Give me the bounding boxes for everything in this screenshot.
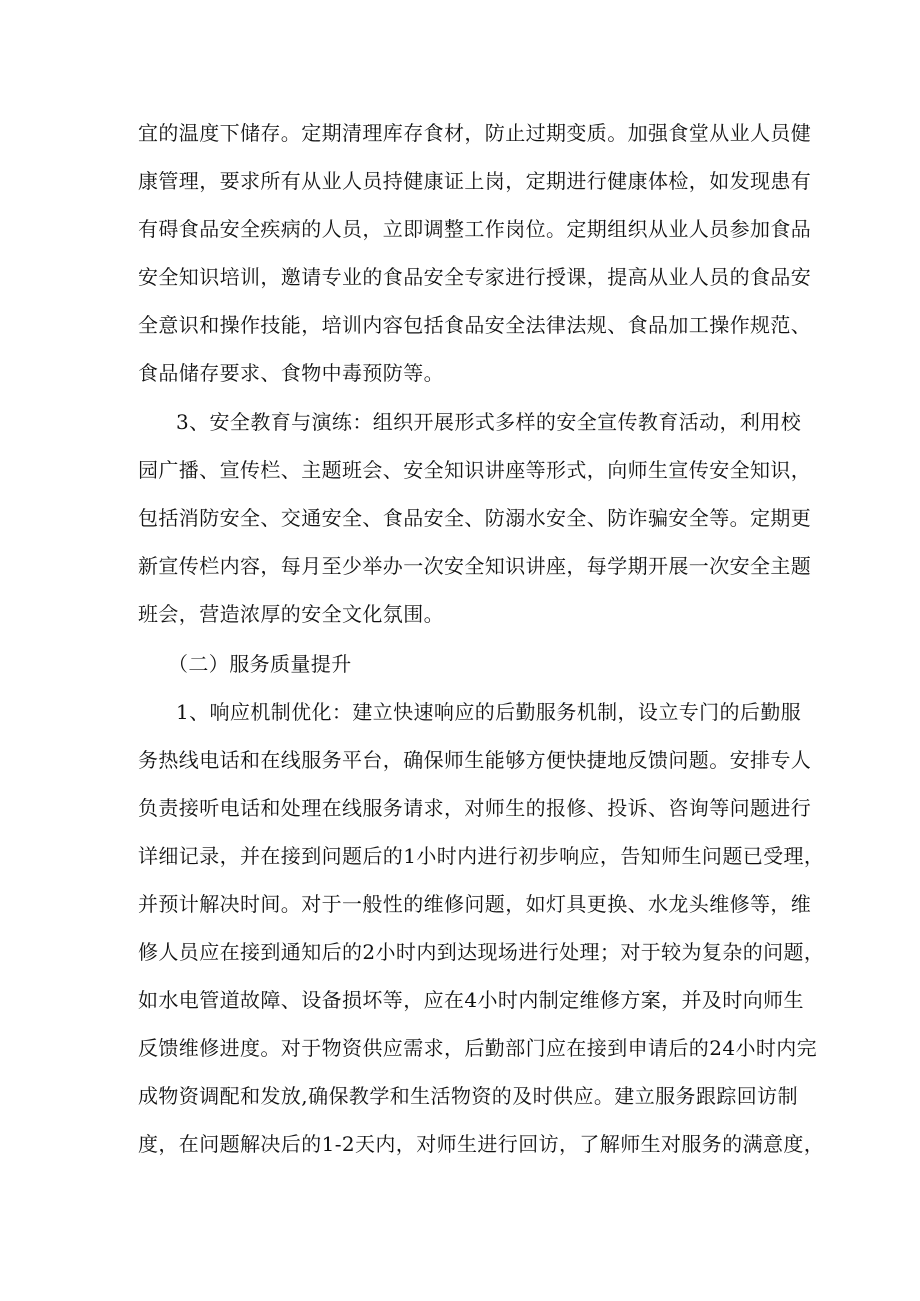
text-line: 修人员应在接到通知后的2小时内到达现场进行处理；对于较为复杂的问题，: [138, 940, 825, 964]
text-line: 反馈维修进度。对于物资供应需求，后勤部门应在接到申请后的24小时内完: [138, 1036, 818, 1060]
text-line: 并预计解决时间。对于一般性的维修问题，如灯具更换、水龙头维修等，维: [138, 892, 812, 916]
text-line: 1、响应机制优化：建立快速响应的后勤服务机制，设立专门的后勤服: [176, 700, 802, 724]
text-line: 新宣传栏内容，每月至少举办一次安全知识讲座，每学期开展一次安全主题: [138, 554, 812, 578]
section-heading: （二）服务质量提升: [168, 652, 352, 676]
text-line: 有碍食品安全疾病的人员，立即调整工作岗位。定期组织从业人员参加食品: [138, 217, 812, 241]
text-line: 成物资调配和发放,确保教学和生活物资的及时供应。建立服务跟踪回访制: [138, 1084, 798, 1108]
text-line: 如水电管道故障、设备损坏等，应在4小时内制定维修方案，并及时向师生: [138, 988, 804, 1012]
text-line: 园广播、宣传栏、主题班会、安全知识讲座等形式，向师生宣传安全知识，: [138, 458, 812, 482]
text-line: 负责接听电话和处理在线服务请求，对师生的报修、投诉、咨询等问题进行: [138, 796, 812, 820]
text-line: 详细记录，并在接到问题后的1小时内进行初步响应，告知师生问题已受理，: [138, 844, 825, 868]
text-line: 度，在问题解决后的1-2天内，对师生进行回访，了解师生对服务的满意度，: [138, 1132, 825, 1156]
text-line: 全意识和操作技能，培训内容包括食品安全法律法规、食品加工操作规范、: [138, 313, 812, 337]
text-line: 班会，营造浓厚的安全文化氛围。: [138, 602, 444, 626]
text-line: 3、安全教育与演练：组织开展形式多样的安全宣传教育活动，利用校: [176, 410, 802, 434]
text-line: 包括消防安全、交通安全、食品安全、防溺水安全、防诈骗安全等。定期更: [138, 506, 812, 530]
text-line: 食品储存要求、食物中毒预防等。: [138, 361, 444, 385]
text-line: 务热线电话和在线服务平台，确保师生能够方便快捷地反馈问题。安排专人: [138, 748, 812, 772]
text-line: 康管理，要求所有从业人员持健康证上岗，定期进行健康体检，如发现患有: [138, 169, 812, 193]
text-line: 宜的温度下储存。定期清理库存食材，防止过期变质。加强食堂从业人员健: [138, 121, 812, 145]
text-line: 安全知识培训，邀请专业的食品安全专家进行授课，提高从业人员的食品安: [138, 265, 812, 289]
